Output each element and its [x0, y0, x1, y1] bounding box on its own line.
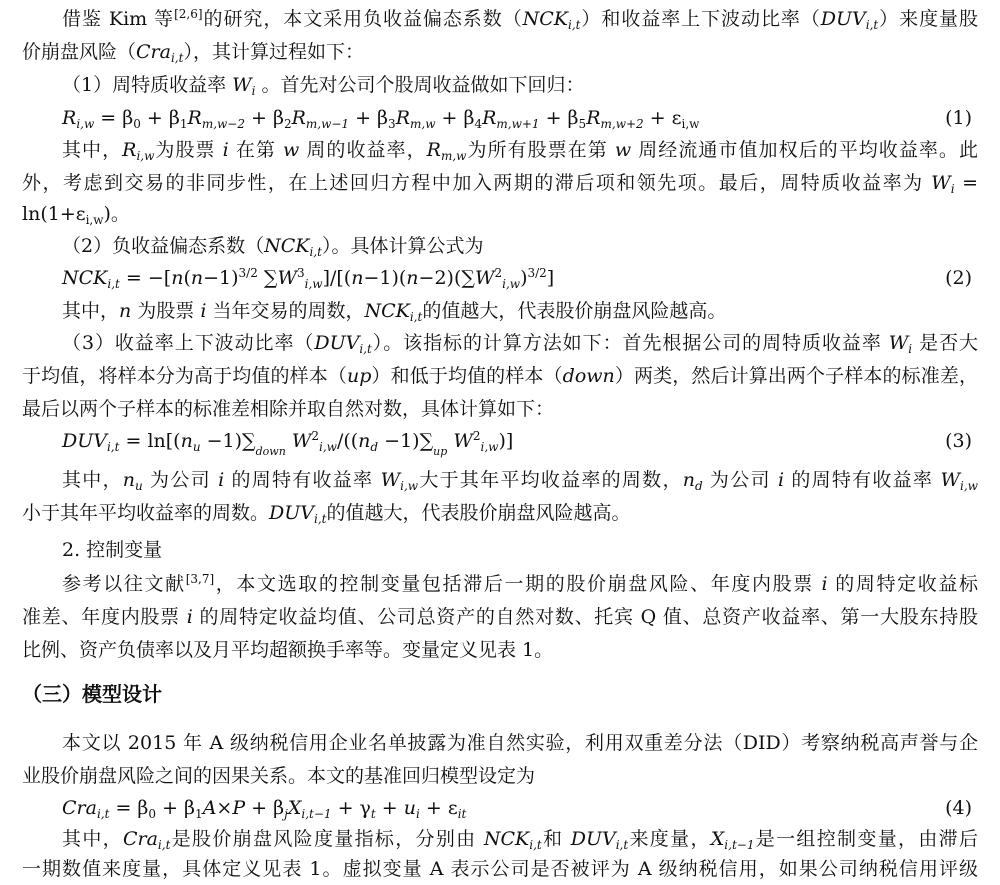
- text-line-23: 业股价崩盘风险之间的因果关系。本文的基准回归模型设定为: [22, 765, 536, 787]
- text-line-5: 其中，$R_{i,w}$为股票 i 在第 w 周的收益率，$R_{m,w}$为所有股票在第 w 周经流通市值加权后的平均收益率。此: [62, 139, 978, 163]
- section-heading-control-variables: 2. 控制变量: [62, 539, 163, 561]
- equation-2: $NCK_{i,t} = -[n(n-1)^{3/2}$ $\sum W^3_{i,w}]/[(n-1)(n-2)(\sum W^2_{i,w})^{3/2}]$ (2): [62, 262, 972, 294]
- text-line-7: $\ln(1+\varepsilon_{i,w})$。: [22, 203, 130, 227]
- text-line-16: 小于其年平均收益率的周数。$DUV_{i,t}$的值越大，代表股价崩盘风险越高。: [22, 502, 631, 526]
- text-line-10: 其中，n 为股票 i 当年交易的周数，$NCK_{i,t}$的值越大，代表股价崩盘风险越高。: [62, 300, 727, 324]
- text-line-22: 本文以 2015 年 A 级纳税信用企业名单披露为准自然实验，利用双重差分法（DID）考察纳税高声誉与企: [62, 732, 978, 754]
- equation-number: (1): [945, 107, 972, 129]
- equation-4: $Cra_{i,t} = \beta_0 + \beta_1A\times P + \beta_jX_{i,t-1} + \gamma_t + u_i + \varepsilon_{it}$ (4): [62, 792, 972, 824]
- text-line-12: 于均值，将样本分为高于均值的样本（up）和低于均值的样本（down）两类，然后计算出两个子样本的标准差，: [22, 365, 978, 387]
- text-line-26: 一期数值来度量，具体定义见表 1。虚拟变量 A 表示公司是否被评为 A 级纳税信用，如果公司纳税信用评级: [22, 858, 978, 880]
- text-line-1: 借鉴 Kim 等[2,6]的研究，本文采用负收益偏态系数$(NCK_{i,t})$和收益率上下波动比率$(DUV_{i,t})$来度量股: [62, 7, 978, 32]
- text-line-18: 参考以往文献[3,7]，本文选取的控制变量包括滞后一期的股价崩盘风险、年度内股票 i 的周特定收益标: [62, 572, 978, 595]
- equation-number: (2): [945, 267, 972, 289]
- section-heading-model-design: （三）模型设计: [22, 682, 162, 706]
- text-line-25: 其中，Cra$_{i,t}$是股价崩盘风险度量指标，分别由 $NCK_{i,t}$和 $DUV_{i,t}$来度量，$X_{i,t-1}$是一组控制变量，由滞后: [62, 828, 978, 852]
- equation-number: (4): [945, 797, 972, 819]
- text-line-8: （2）负收益偏态系数$(NCK_{i,t})$。具体计算公式为: [62, 235, 484, 259]
- text-line-20: 比例、资产负债率以及月平均超额换手率等。变量定义见表 1。: [22, 639, 554, 661]
- equation-1: $R_{i,w} = \beta_0 + \beta_1R_{m,w-2} + \beta_2R_{m,w-1} + \beta_3R_{m,w} + \beta_4R_{m,w+1} + \beta_5R_{m,w+2} + \varepsilon_{i,w}$ (1): [62, 102, 972, 134]
- text-line-11: （3）收益率上下波动比率$(DUV_{i,t})$。该指标的计算方法如下：首先根据公司的周特质收益率 $W_i$ 是否大: [62, 332, 979, 356]
- text-line-3: （1）周特质收益率 $W_i$ 。首先对公司个股周收益做如下回归：: [62, 74, 585, 98]
- equation-number: (3): [945, 430, 972, 452]
- text-line-2: 价崩盘风险（Cra$_{i,t}$），其计算过程如下：: [22, 41, 364, 65]
- text-line-13: 最后以两个子样本的标准差相除并取自然对数，具体计算如下：: [22, 398, 555, 420]
- text-line-6: 外，考虑到交易的非同步性，在上述回归方程中加入两期的滞后项和领先项。最后，周特质收益率为 $W_i$ =: [22, 172, 978, 196]
- equation-3: $DUV_{i,t} = \ln[(n_u -1)\sum_{down}$ $W^2_{i,w}/((n_d -1)\sum_{up}$ $W^2_{i,w}$)] (3): [62, 425, 972, 457]
- text-line-19: 准差、年度内股票 i 的周特定收益均值、公司总资产的自然对数、托宾 Q 值、总资产收益率、第一大股东持股: [22, 606, 978, 628]
- text-line-15: 其中，$n_u$ 为公司 i 的周特有收益率 $W_{i,w}$大于其年平均收益率的周数，$n_d$ 为公司 i 的周特有收益率 $W_{i,w}$: [62, 469, 978, 493]
